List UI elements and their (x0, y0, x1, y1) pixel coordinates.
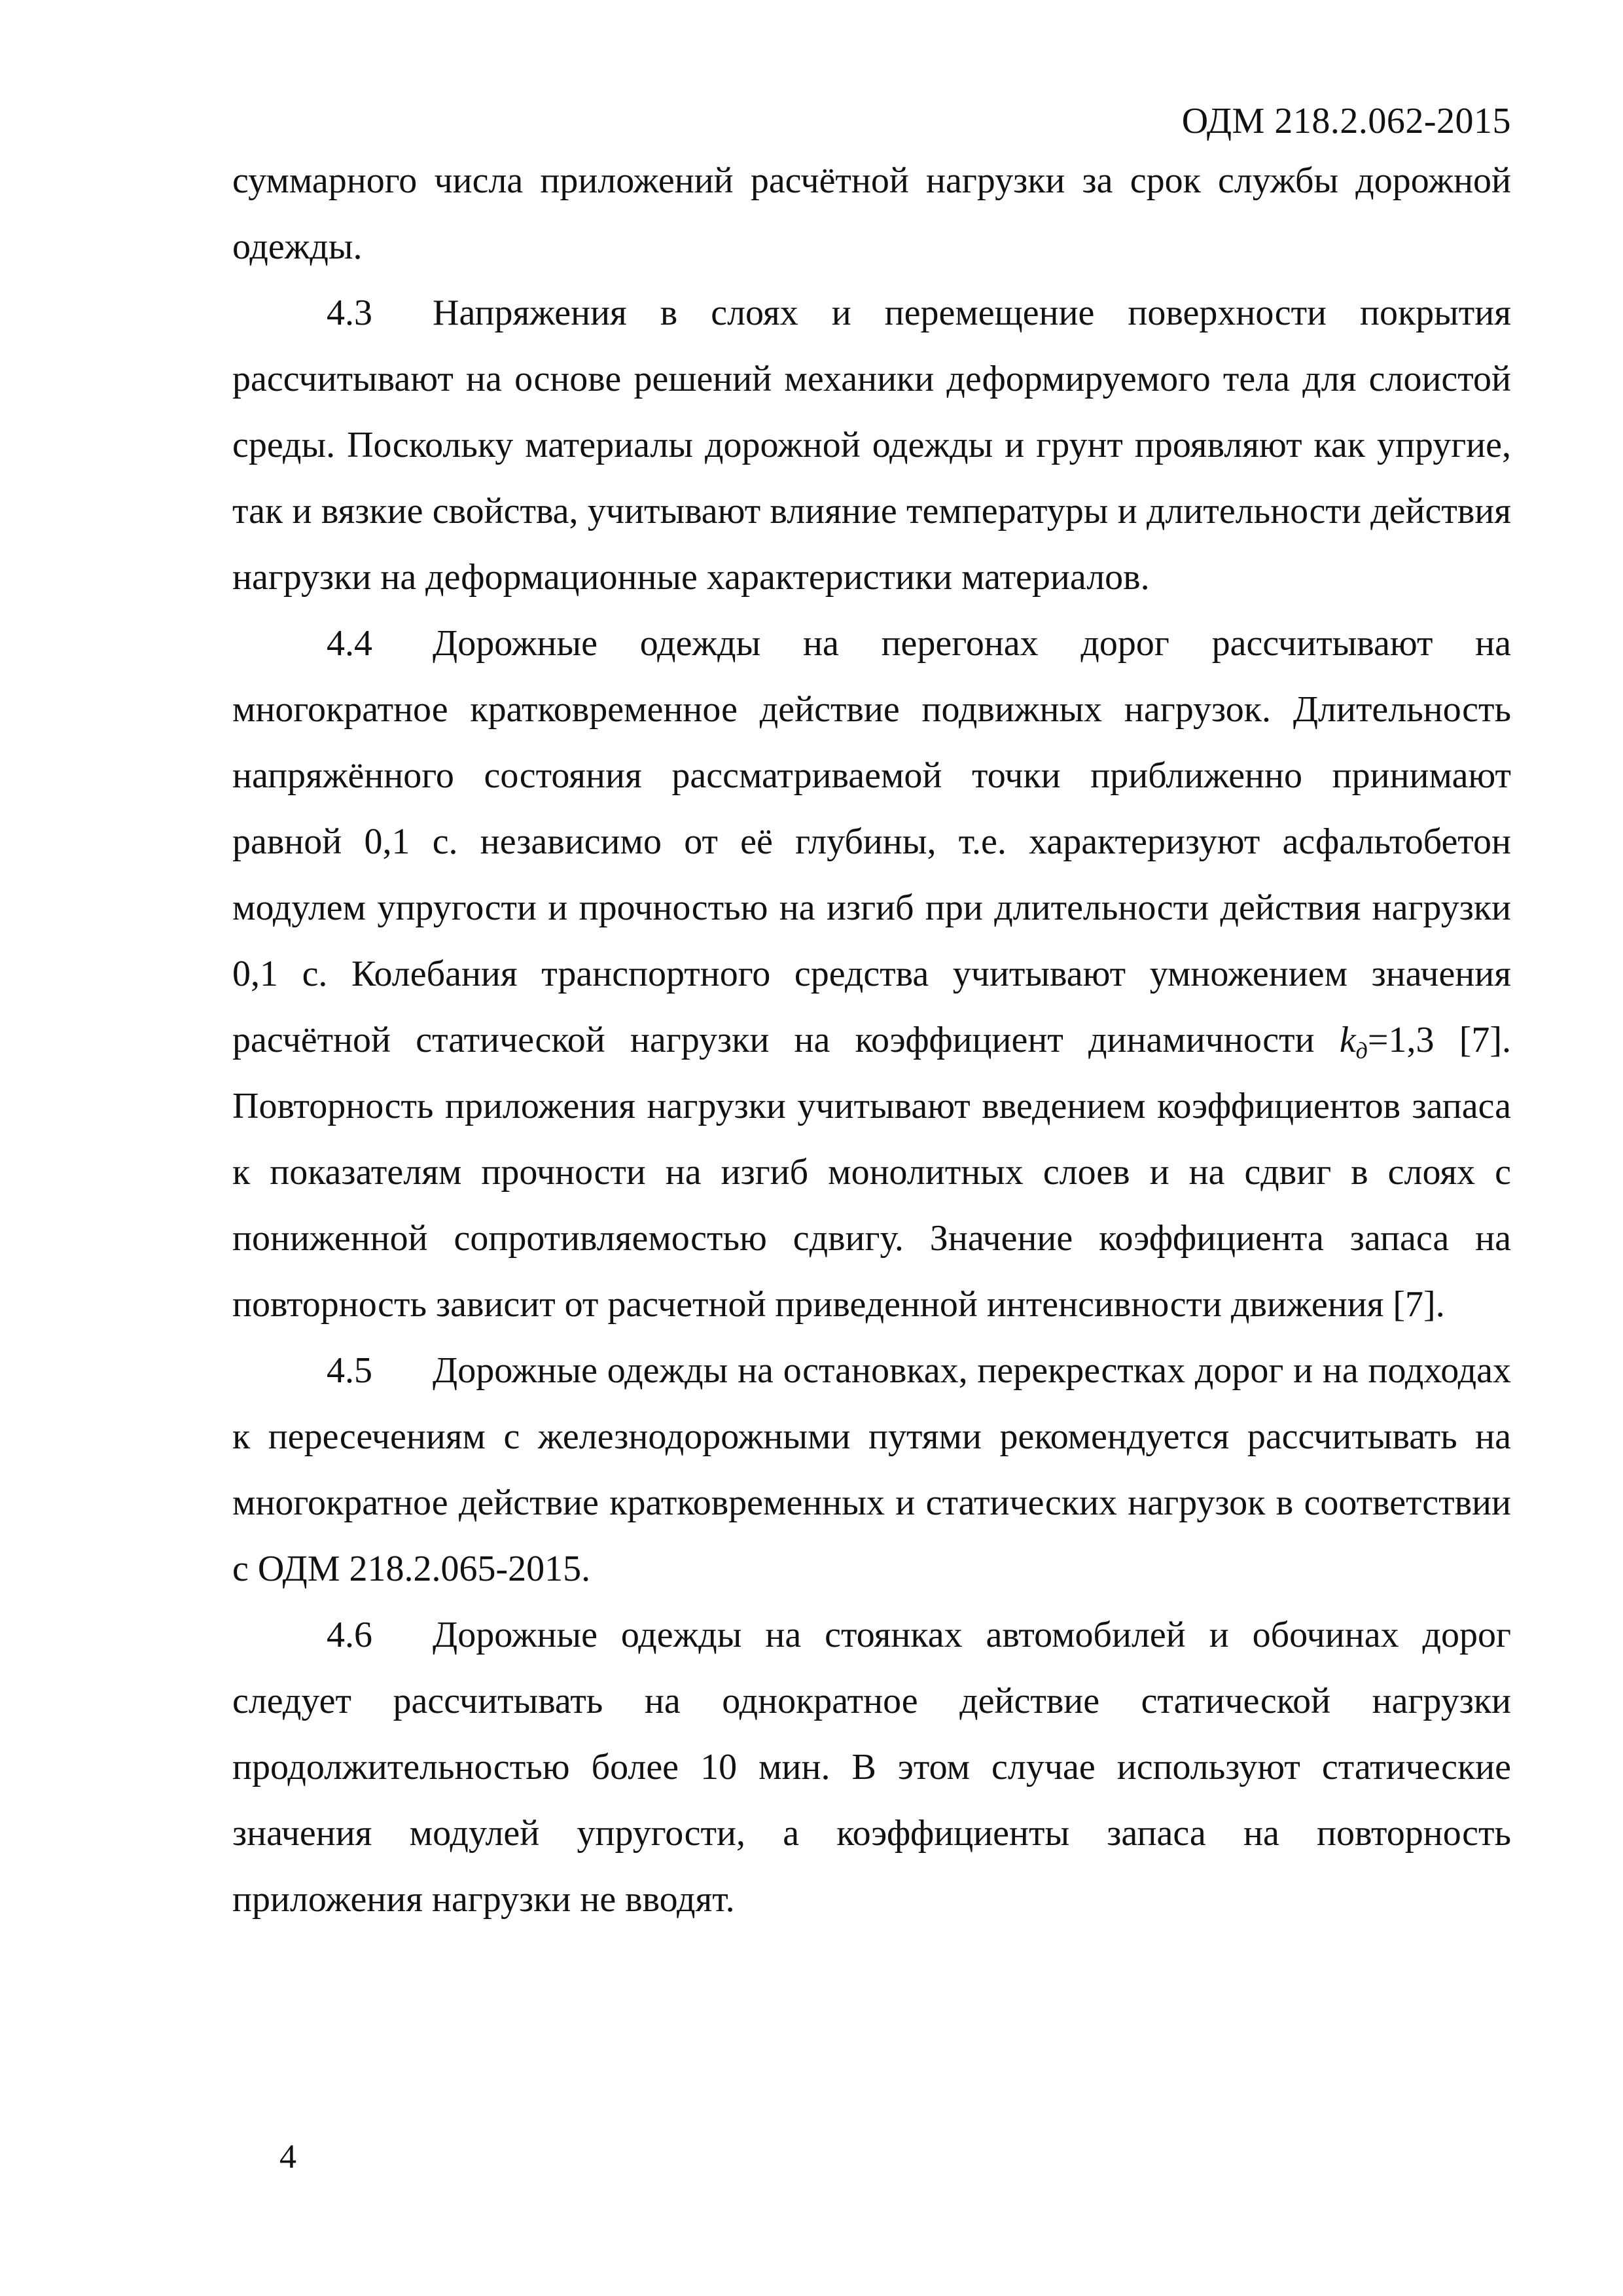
section-text: Дорожные одежды на остановках, перекрестках дорог и на подходах к пересечениям с железнодорожными путями рекомендуется рассчитывать на многократное действие кратковременных и статических нагрузок в соответствии с ОДМ 218.2.065-2015. (232, 1350, 1511, 1589)
document-code: ОДМ 218.2.062-2015 (1181, 101, 1511, 141)
continuation-paragraph: суммарного числа приложений расчётной нагрузки за срок службы дорожной одежды. (232, 160, 1511, 267)
section-text-after-coefficient: =1,3 [7]. Повторность приложения нагрузки учитывают введением коэффициентов запаса к показателям прочности на изгиб монолитных слоев и на сдвиг в слоях с пониженной сопротивляемостью сдвигу. Значение коэффициента запаса на повторность зависит от расчетной приведенной интенсивности движения [7]. (232, 1020, 1512, 1325)
dynamic-coefficient-subscript: д (1355, 1037, 1368, 1064)
section-4-5 (232, 1338, 1511, 1602)
document-body (232, 148, 1511, 1933)
section-number: 4.6 (327, 1615, 372, 1655)
section-4-4 (232, 611, 1511, 1338)
dynamic-coefficient-symbol: $k_д$ (1339, 1020, 1368, 1064)
section-text-before-coefficient: Дорожные одежды на перегонах дорог рассчитывают на многократное кратковременное действие подвижных нагрузок. Длительность напряжённого состояния рассматриваемой точки приближенно принимают равной 0,1 с. независимо от её глубины, т.е. характеризуют асфальтобетон модулем упругости и прочностью на изгиб при длительности действия нагрузки 0,1 с. Колебания транспортного средства учитывают умножением значения расчётной статической нагрузки на коэффициент динамичности (232, 623, 1511, 1060)
section-number: 4.4 (327, 623, 372, 664)
section-text: Напряжения в слоях и перемещение поверхности покрытия рассчитывают на основе решений механики деформируемого тела для слоистой среды. Поскольку материалы дорожной одежды и грунт проявляют как упругие, так и вязкие свойства, учитывают влияние температуры и длительности действия нагрузки на деформационные характеристики материалов. (232, 293, 1511, 598)
page-number: 4 (279, 2138, 296, 2176)
section-4-6 (232, 1602, 1511, 1933)
section-number: 4.3 (327, 293, 372, 333)
section-number: 4.5 (327, 1350, 372, 1391)
section-4-3 (232, 280, 1511, 611)
section-text: Дорожные одежды на стоянках автомобилей и обочинах дорог следует рассчитывать на однократное действие статической нагрузки продолжительностью более 10 мин. В этом случае используют статические значения модулей упругости, а коэффициенты запаса на повторность приложения нагрузки не вводят. (232, 1615, 1511, 1920)
